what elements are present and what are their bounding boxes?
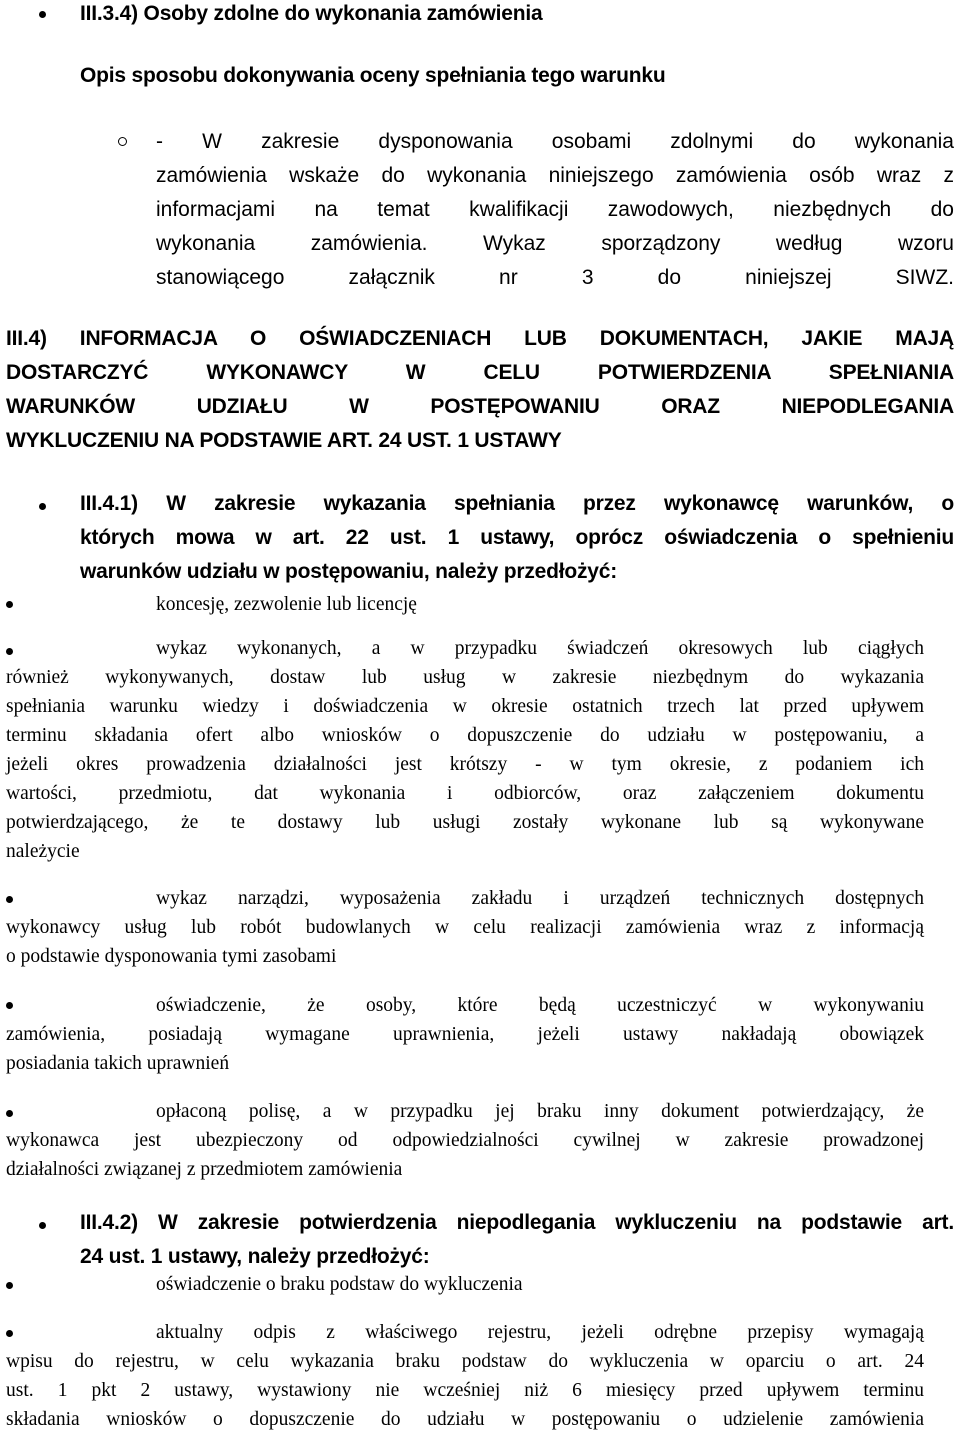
item-line: wykaz wykonanych, a w przypadku świadczeń okresowych lub ciągłych	[156, 638, 924, 659]
item-line: wykonawca jest ubezpieczony od odpowiedzialności cywilnej w zakresie prowadzonej	[6, 1130, 924, 1151]
bullet-icon	[6, 1282, 13, 1289]
item-line: zamówienia wskaże do wykonania niniejszego zamówienia osób wraz z	[156, 164, 954, 187]
document-list-item	[6, 884, 924, 971]
item-line: o podstawie dysponowania tymi zasobami	[6, 946, 337, 967]
item-line: ust. 1 pkt 2 ustawy, wystawiony nie wcześniej niż 6 miesięcy przed upływem terminu	[6, 1380, 924, 1401]
item-line: wpisu do rejestru, w celu wykazania braku podstaw do wykluczenia w oparciu o art. 24	[6, 1351, 924, 1372]
heading-line: III.4) INFORMACJA O OŚWIADCZENIACH LUB DOKUMENTACH, JAKIE MAJĄ	[6, 327, 954, 350]
heading-line: 24 ust. 1 ustawy, należy przedłożyć:	[80, 1245, 430, 1268]
document-list-item	[6, 1097, 924, 1184]
item-line: jeżeli okres prowadzenia działalności jest krótszy - w tym okresie, z podaniem ich	[6, 754, 924, 775]
section-heading-3-4-1	[80, 487, 954, 589]
heading-line: III.4.2) W zakresie potwierdzenia niepodlegania wykluczeniu na podstawie art.	[80, 1211, 954, 1234]
document-list-item: oświadczenie o braku podstaw do wykluczenia	[156, 1274, 523, 1295]
heading-line: WYKLUCZENIU NA PODSTAWIE ART. 24 UST. 1 USTAWY	[6, 429, 562, 452]
heading-line: WARUNKÓW UDZIAŁU W POSTĘPOWANIU ORAZ NIEPODLEGANIA	[6, 395, 954, 418]
section-heading-3-4-2	[80, 1206, 954, 1274]
bullet-icon	[6, 601, 13, 608]
item-line: posiadania takich uprawnień	[6, 1053, 230, 1074]
item-line: wykonawcy usług lub robót budowlanych w celu realizacji zamówienia wraz z informacją	[6, 917, 924, 938]
item-line: spełniania warunku wiedzy i doświadczenia w okresie ostatnich trzech lat przed upływem	[6, 696, 924, 717]
requirement-item	[156, 125, 954, 295]
section-heading-3-3-4: III.3.4) Osoby zdolne do wykonania zamówienia	[80, 2, 543, 25]
item-line: potwierdzającego, że te dostawy lub usługi zostały wykonane lub są wykonywane	[6, 812, 924, 833]
document-list-item	[6, 991, 924, 1078]
item-line: stanowiącego załącznik nr 3 do niniejszej SIWZ.	[156, 266, 954, 289]
section-subheading: Opis sposobu dokonywania oceny spełniania tego warunku	[80, 64, 666, 87]
heading-line: warunków udziału w postępowaniu, należy przedłożyć:	[80, 560, 618, 583]
heading-line: III.4.1) W zakresie wykazania spełniania przez wykonawcę warunków, o	[80, 492, 954, 515]
document-list-item: koncesję, zezwolenie lub licencję	[156, 594, 417, 615]
item-line: opłaconą polisę, a w przypadku jej braku inny dokument potwierdzający, że	[156, 1101, 924, 1122]
item-line: informacjami na temat kwalifikacji zawodowych, niezbędnych do	[156, 198, 954, 221]
circle-bullet-icon	[118, 137, 127, 146]
document-list-item	[6, 1318, 924, 1434]
item-line: działalności związanej z przedmiotem zamówienia	[6, 1159, 403, 1180]
bullet-icon	[39, 11, 46, 18]
item-line: oświadczenie, że osoby, które będą uczestniczyć w wykonywaniu	[156, 995, 924, 1016]
item-line: zamówienia, posiadają wymagane uprawnienia, jeżeli ustawy nakładają obowiązek	[6, 1024, 924, 1045]
item-line: wartości, przedmiotu, dat wykonania i odbiorców, oraz załączeniem dokumentu	[6, 783, 924, 804]
item-line: również wykonywanych, dostaw lub usług w zakresie niezbędnym do wykazania	[6, 667, 924, 688]
document-list-item	[6, 634, 924, 866]
item-line: wykonania zamówienia. Wykaz sporządzony według wzoru	[156, 232, 954, 255]
heading-line: których mowa w art. 22 ust. 1 ustawy, oprócz oświadczenia o spełnieniu	[80, 526, 954, 549]
section-heading-3-4	[6, 322, 954, 458]
heading-line: DOSTARCZYĆ WYKONAWCY W CELU POTWIERDZENIA SPEŁNIANIA	[6, 361, 954, 384]
item-line: wykaz narządzi, wyposażenia zakładu i urządzeń technicznych dostępnych	[156, 888, 924, 909]
item-line: terminu składania ofert albo wniosków o dopuszczenie do udziału w postępowaniu, a	[6, 725, 924, 746]
bullet-icon	[39, 1222, 46, 1229]
item-line: składania wniosków o dopuszczenie do udziału w postępowaniu o udzielenie zamówienia	[6, 1409, 924, 1430]
bullet-icon	[39, 503, 46, 510]
item-line: aktualny odpis z właściwego rejestru, jeżeli odrębne przepisy wymagają	[156, 1322, 924, 1343]
item-line: należycie	[6, 841, 80, 862]
item-line: - W zakresie dysponowania osobami zdolnymi do wykonania	[156, 130, 954, 153]
